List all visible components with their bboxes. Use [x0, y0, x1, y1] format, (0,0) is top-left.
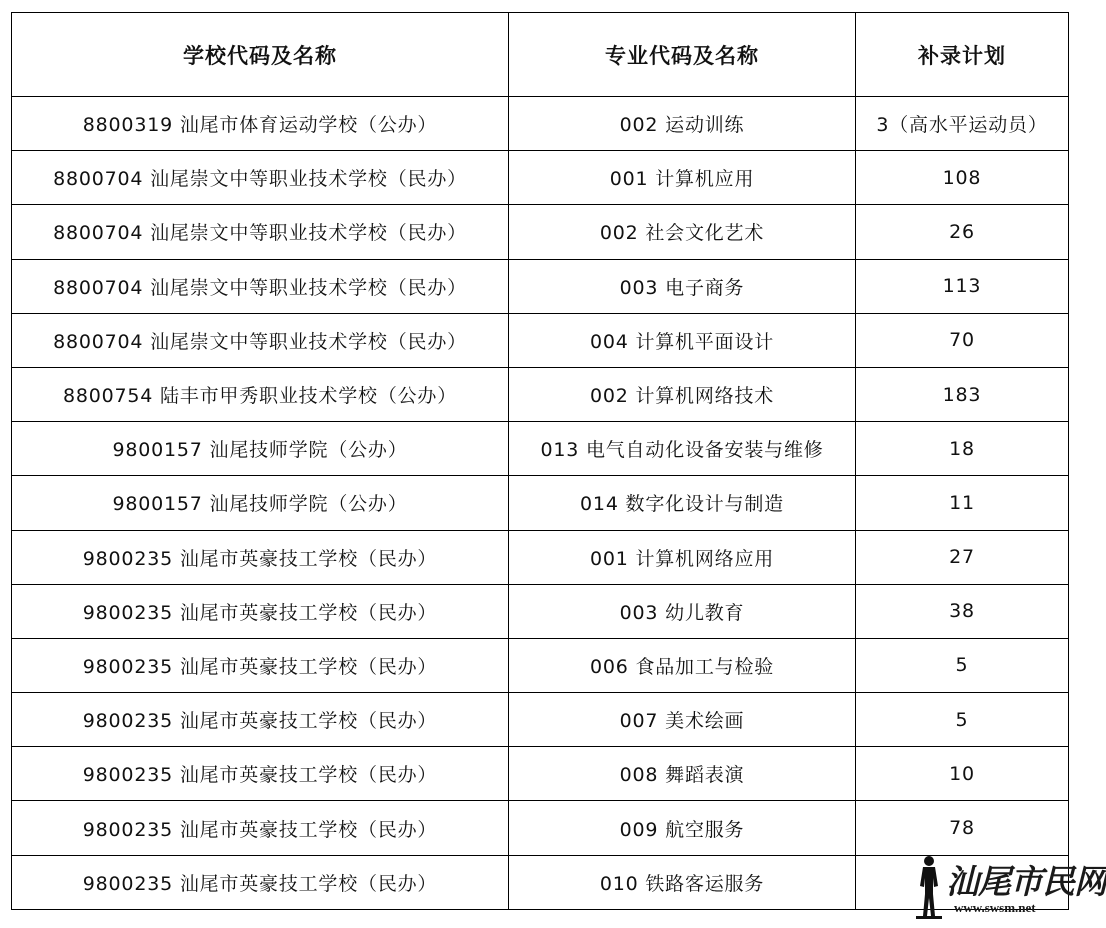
cell-school: 8800704 汕尾崇文中等职业技术学校（民办） [12, 259, 509, 313]
cell-plan: 70 [856, 313, 1069, 367]
table-row [12, 693, 1069, 747]
cell-school: 8800704 汕尾崇文中等职业技术学校（民办） [12, 205, 509, 259]
cell-school: 8800704 汕尾崇文中等职业技术学校（民办） [12, 151, 509, 205]
cell-school: 8800319 汕尾市体育运动学校（公办） [12, 97, 509, 151]
cell-school: 8800754 陆丰市甲秀职业技术学校（公办） [12, 367, 509, 421]
cell-school: 9800235 汕尾市英豪技工学校（民办） [12, 530, 509, 584]
cell-plan: 183 [856, 367, 1069, 421]
cell-plan: 27 [856, 530, 1069, 584]
cell-school: 9800235 汕尾市英豪技工学校（民办） [12, 801, 509, 855]
cell-major: 006 食品加工与检验 [509, 638, 856, 692]
cell-plan: 26 [856, 205, 1069, 259]
cell-major: 001 计算机应用 [509, 151, 856, 205]
cell-major: 004 计算机平面设计 [509, 313, 856, 367]
table-row [12, 638, 1069, 692]
header-major: 专业代码及名称 [509, 13, 856, 97]
cell-plan: 78 [856, 801, 1069, 855]
table-row [12, 747, 1069, 801]
cell-major: 014 数字化设计与制造 [509, 476, 856, 530]
cell-plan: 108 [856, 151, 1069, 205]
table-row [12, 476, 1069, 530]
table-row [12, 855, 1069, 909]
cell-major: 007 美术绘画 [509, 693, 856, 747]
table-row [12, 530, 1069, 584]
cell-school: 9800235 汕尾市英豪技工学校（民办） [12, 855, 509, 909]
watermark-logo [914, 854, 1106, 924]
cell-major: 002 社会文化艺术 [509, 205, 856, 259]
cell-major: 013 电气自动化设备安装与维修 [509, 422, 856, 476]
cell-school: 9800235 汕尾市英豪技工学校（民办） [12, 638, 509, 692]
table-row [12, 97, 1069, 151]
cell-plan: 10 [856, 747, 1069, 801]
cell-major: 003 幼儿教育 [509, 584, 856, 638]
cell-major: 010 铁路客运服务 [509, 855, 856, 909]
cell-plan: 18 [856, 422, 1069, 476]
header-school: 学校代码及名称 [12, 13, 509, 97]
cell-plan: 3（高水平运动员） [856, 97, 1069, 151]
cell-major: 003 电子商务 [509, 259, 856, 313]
cell-major: 009 航空服务 [509, 801, 856, 855]
watermark-logo-text: 汕尾市民网 [946, 862, 1106, 901]
table-row [12, 367, 1069, 421]
cell-school: 9800235 汕尾市英豪技工学校（民办） [12, 747, 509, 801]
table-row [12, 151, 1069, 205]
table-row [12, 422, 1069, 476]
table-row [12, 205, 1069, 259]
supplementary-enrollment-table [11, 12, 1069, 910]
cell-major: 002 运动训练 [509, 97, 856, 151]
table-row [12, 259, 1069, 313]
cell-plan: 113 [856, 259, 1069, 313]
table-row [12, 801, 1069, 855]
cell-school: 8800704 汕尾崇文中等职业技术学校（民办） [12, 313, 509, 367]
table-body [12, 97, 1069, 910]
cell-plan: 5 [856, 638, 1069, 692]
person-silhouette-icon [914, 854, 944, 920]
watermark-url: www.swsm.net [954, 900, 1036, 915]
header-plan: 补录计划 [856, 13, 1069, 97]
cell-school: 9800235 汕尾市英豪技工学校（民办） [12, 693, 509, 747]
cell-major: 002 计算机网络技术 [509, 367, 856, 421]
table-header-row [12, 13, 1069, 97]
cell-plan: 11 [856, 476, 1069, 530]
cell-school: 9800157 汕尾技师学院（公办） [12, 476, 509, 530]
table-row [12, 584, 1069, 638]
cell-major: 001 计算机网络应用 [509, 530, 856, 584]
table-row [12, 313, 1069, 367]
cell-plan: 38 [856, 584, 1069, 638]
cell-plan: 5 [856, 693, 1069, 747]
cell-school: 9800235 汕尾市英豪技工学校（民办） [12, 584, 509, 638]
cell-major: 008 舞蹈表演 [509, 747, 856, 801]
cell-school: 9800157 汕尾技师学院（公办） [12, 422, 509, 476]
